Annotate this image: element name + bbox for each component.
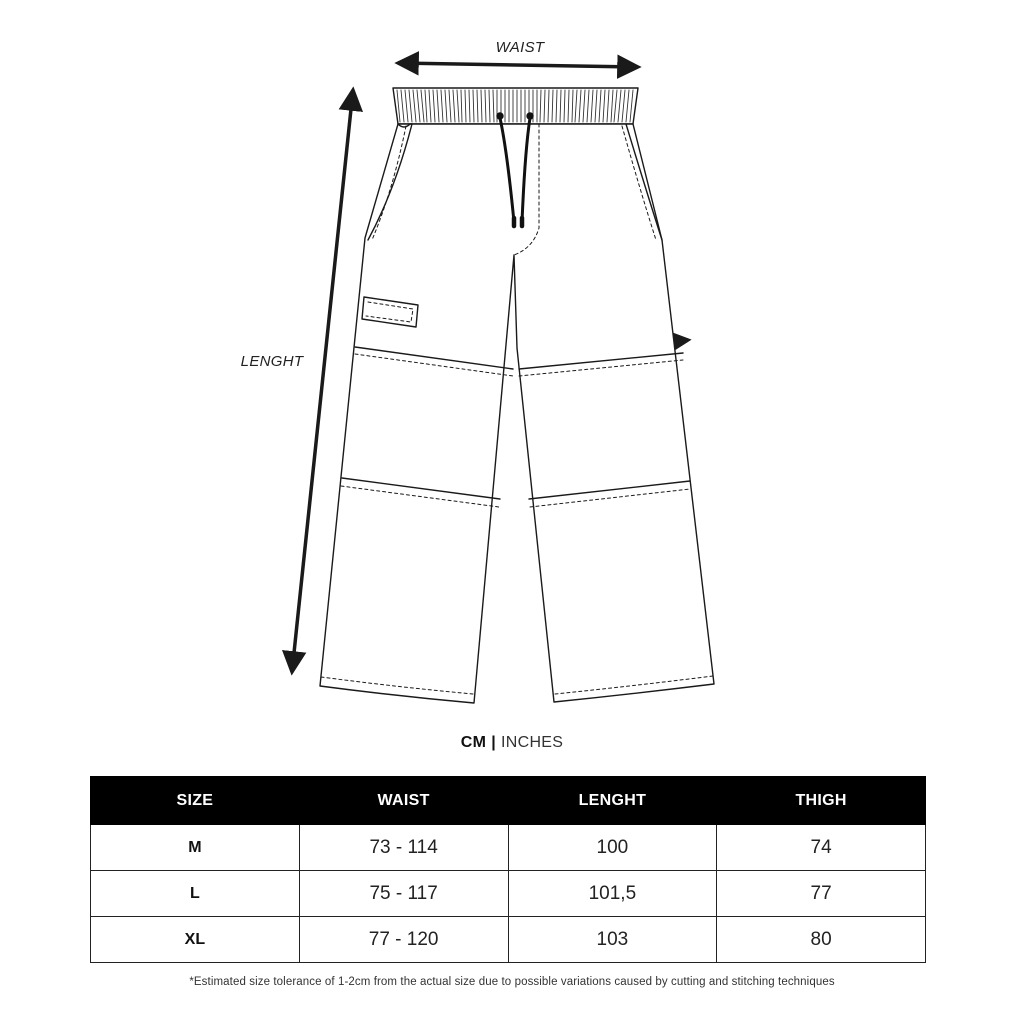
thigh-cell: 80 <box>717 917 926 963</box>
thigh-cell: 74 <box>717 825 926 871</box>
table-row <box>91 825 926 871</box>
unit-separator: | <box>491 734 496 751</box>
unit-toggle <box>0 734 1024 752</box>
waist-cell: 75 - 117 <box>299 871 508 917</box>
size-tolerance-footnote: *Estimated size tolerance of 1-2cm from the actual size due to possible variations caused by cutting and stitching techniques <box>189 976 835 988</box>
size-cell: L <box>91 871 300 917</box>
waist-cell: 77 - 120 <box>299 917 508 963</box>
header-waist: WAIST <box>299 777 508 825</box>
header-thigh: THIGH <box>717 777 926 825</box>
pants-outline <box>320 124 714 703</box>
table-header-row <box>91 777 926 825</box>
table-row <box>91 871 926 917</box>
length-cell: 101,5 <box>508 871 717 917</box>
header-length: LENGHT <box>508 777 717 825</box>
size-cell: XL <box>91 917 300 963</box>
table-row <box>91 917 926 963</box>
unit-inches[interactable]: INCHES <box>501 734 564 751</box>
pants-drawing <box>320 88 714 703</box>
unit-cm[interactable]: CM <box>460 734 487 751</box>
waist-arrow <box>398 63 638 67</box>
thigh-cell: 77 <box>717 871 926 917</box>
waistband <box>393 88 638 124</box>
length-label: LENGHT <box>240 353 304 370</box>
waist-label: WAIST <box>495 39 545 56</box>
length-cell: 103 <box>508 917 717 963</box>
waist-cell: 73 - 114 <box>299 825 508 871</box>
header-size: SIZE <box>91 777 300 825</box>
size-cell: M <box>91 825 300 871</box>
size-chart-table <box>90 776 926 963</box>
length-cell: 100 <box>508 825 717 871</box>
